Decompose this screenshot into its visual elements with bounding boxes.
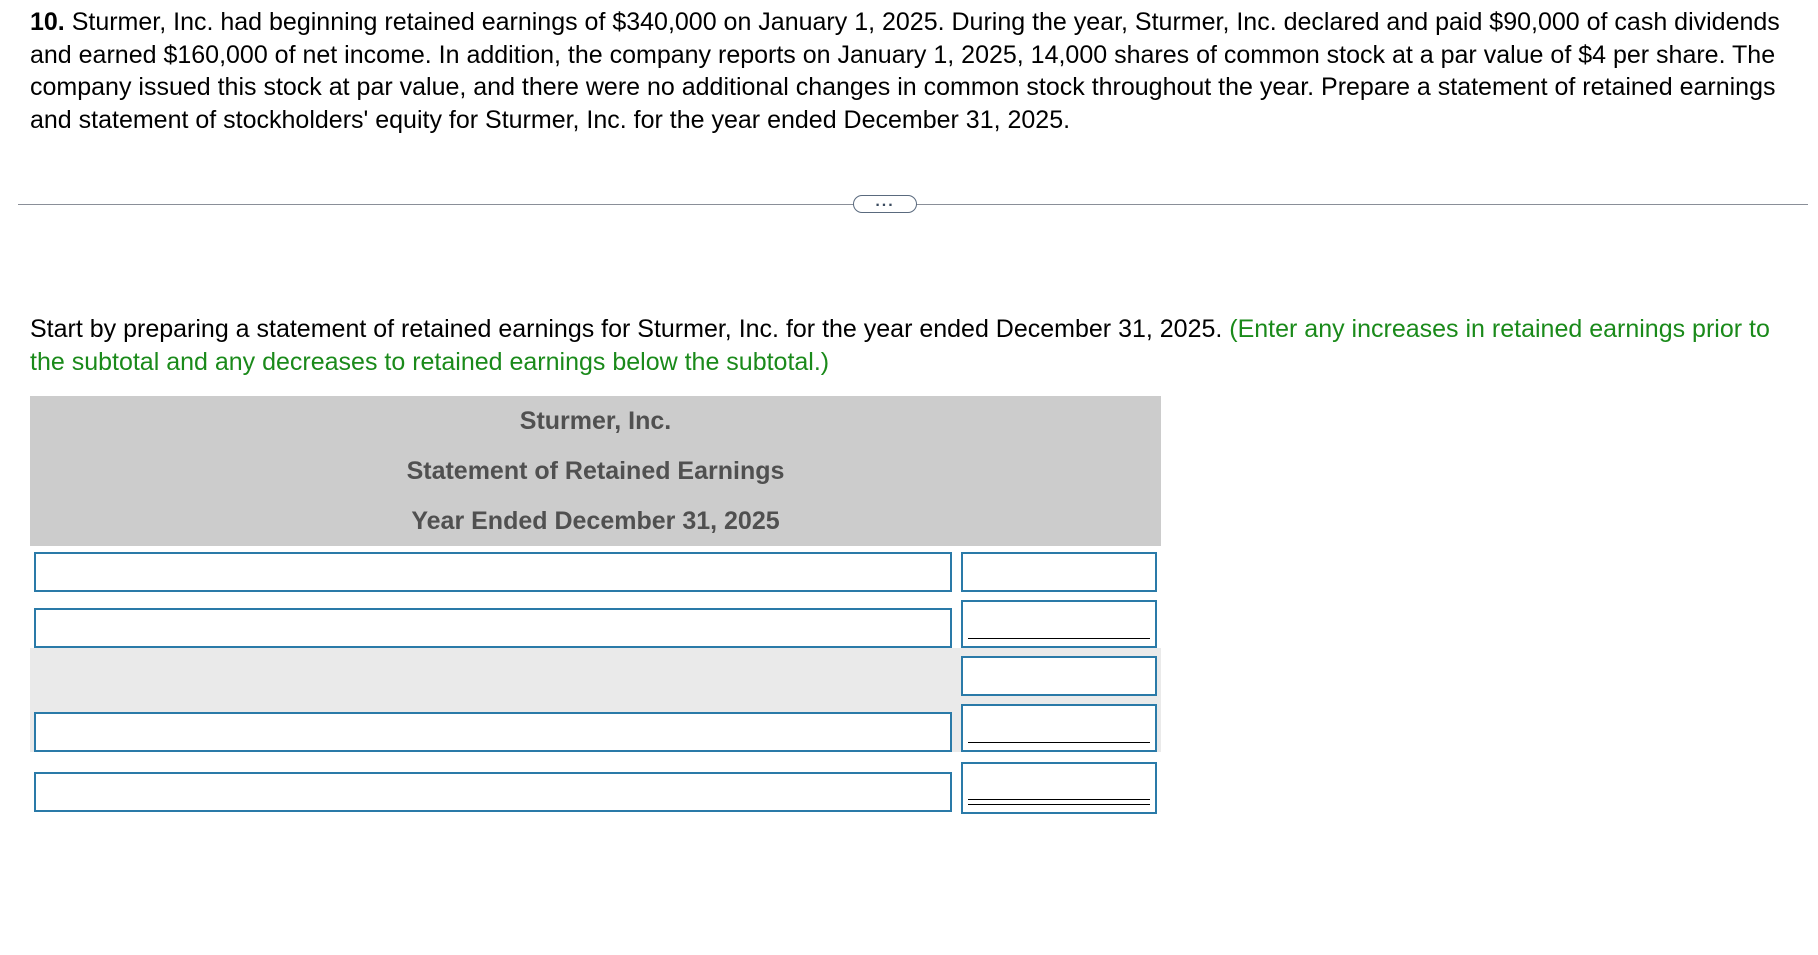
row-4-amount-input[interactable] <box>961 704 1157 752</box>
row-2-label-field[interactable] <box>36 610 950 646</box>
row-3-amount-input[interactable] <box>961 656 1157 696</box>
instruction-hint: (Enter any increases in retained earnings prior to the subtotal and any decreases to retained earnings below the subtotal.) <box>30 315 1770 376</box>
row-1-amount-input[interactable] <box>961 552 1157 592</box>
problem-statement <box>30 6 1790 136</box>
row-5-amount-input[interactable] <box>961 762 1157 814</box>
statement-period: Year Ended December 31, 2025 <box>411 507 780 535</box>
total-underline <box>968 742 1150 743</box>
row-1-label-field[interactable] <box>36 554 950 590</box>
row-1-label-input[interactable] <box>34 552 952 592</box>
instruction-text: Start by preparing a statement of retained earnings for Sturmer, Inc. for the year ended December 31, 2025. <box>30 315 1230 343</box>
problem-text: Sturmer, Inc. had beginning retained earnings of $340,000 on January 1, 2025. During the year, Sturmer, Inc. declared and paid $90,000 of cash dividends and earned $160,000 of net income. In addition, the company reports on January 1, 2025, 14,000 shares of common stock at a par value of $4 per share. The company issued this stock at par value, and there were no additional changes in common stock throughout the year. Prepare a statement of retained earnings and statement of stockholders' equity for Sturmer, Inc. for the year ended December 31, 2025. <box>30 8 1780 134</box>
row-5-label-field[interactable] <box>36 774 950 810</box>
grand-total-double-underline <box>968 799 1150 805</box>
row-2-amount-input[interactable] <box>961 600 1157 648</box>
row-5-label-input[interactable] <box>34 772 952 812</box>
subtotal-underline <box>968 638 1150 639</box>
expand-more-button[interactable] <box>853 192 917 213</box>
row-2-label-input[interactable] <box>34 608 952 648</box>
statement-header <box>30 396 1161 546</box>
row-1-amount-field[interactable] <box>963 554 1155 590</box>
instruction <box>30 313 1790 378</box>
row-4-label-input[interactable] <box>34 712 952 752</box>
retained-earnings-statement <box>30 396 1161 818</box>
row-4-label-field[interactable] <box>36 714 950 750</box>
ellipsis-icon: ... <box>875 192 895 210</box>
row-3-amount-field[interactable] <box>963 658 1155 694</box>
question-number: 10. <box>30 8 65 36</box>
statement-title: Statement of Retained Earnings <box>406 457 785 485</box>
row-2-amount-field[interactable] <box>963 602 1155 646</box>
company-name: Sturmer, Inc. <box>519 407 672 435</box>
row-4-amount-field[interactable] <box>963 706 1155 750</box>
statement-body <box>30 546 1161 818</box>
